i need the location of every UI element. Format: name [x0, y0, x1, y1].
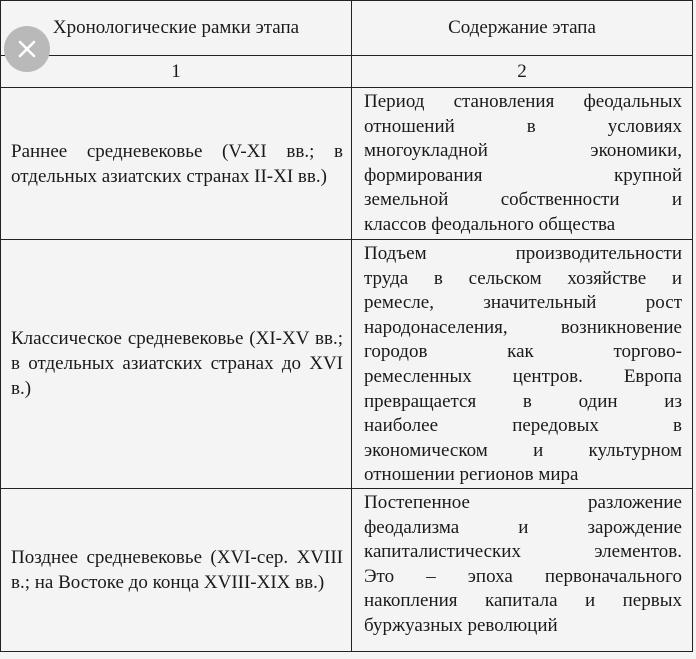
period-cell [1, 488, 352, 651]
header-period: Хронологические рамки этапа [1, 1, 352, 56]
period-cell [1, 88, 352, 240]
content-cell [352, 488, 693, 651]
content-line: экономическом и культурном [364, 439, 682, 461]
content-line: народонаселения, возникновение [364, 316, 682, 338]
content-line: капиталистических элементов. [364, 541, 682, 563]
content-line: многоукладной экономики, [364, 140, 682, 162]
header-row [1, 1, 693, 56]
column-number-1: 1 [1, 56, 352, 88]
content-line: Подъем производительности [364, 243, 682, 264]
period-cell [1, 240, 352, 489]
header-content: Содержание этапа [352, 1, 693, 56]
table-row [1, 488, 693, 651]
content-line: классов феодального общества [364, 213, 616, 235]
content-line: земельной собственности и [364, 189, 682, 211]
content-line: отношении регионов мира [364, 464, 579, 486]
content-line: буржуазных революций [364, 614, 558, 636]
column-number-2: 2 [352, 56, 693, 88]
period-text: Раннее средневековье (V-XI вв.; в отдельных азиатских странах II-XI вв.) [11, 140, 343, 187]
content-line: ремесленных центров. Европа [364, 365, 682, 387]
period-text: Классическое средневековье (XI-XV вв.; в отдельных азиатских странах до XVI в.) [11, 328, 343, 400]
content-line: феодализма и зарождение [364, 516, 682, 538]
content-cell [352, 240, 693, 489]
content-line: Постепенное разложение [364, 491, 682, 513]
content-line: Период становления феодальных [364, 91, 682, 112]
table-row [1, 240, 693, 489]
period-text: Позднее средневековье (XVI-сер. XVIII в.; на Востоке до конца XVIII-XIX вв.) [11, 546, 343, 593]
content-line: труда в сельском хозяйстве и [364, 267, 682, 289]
content-line: ремесле, значительный рост [364, 292, 682, 314]
content-line: Это – эпоха первоначального [364, 565, 682, 587]
content-line: отношений в условиях [364, 115, 682, 137]
content-line: превращается в один из [364, 390, 682, 412]
content-line: наиболее передовых в [364, 415, 682, 437]
content-line: накопления капитала и первых [364, 590, 682, 612]
content-line: формирования крупной [364, 164, 682, 186]
table-row [1, 88, 693, 240]
close-icon[interactable] [4, 26, 50, 72]
content-cell [352, 88, 693, 240]
close-x-glyph [15, 37, 39, 61]
content-line: городов как торгово- [364, 341, 682, 363]
column-number-row [1, 56, 693, 88]
